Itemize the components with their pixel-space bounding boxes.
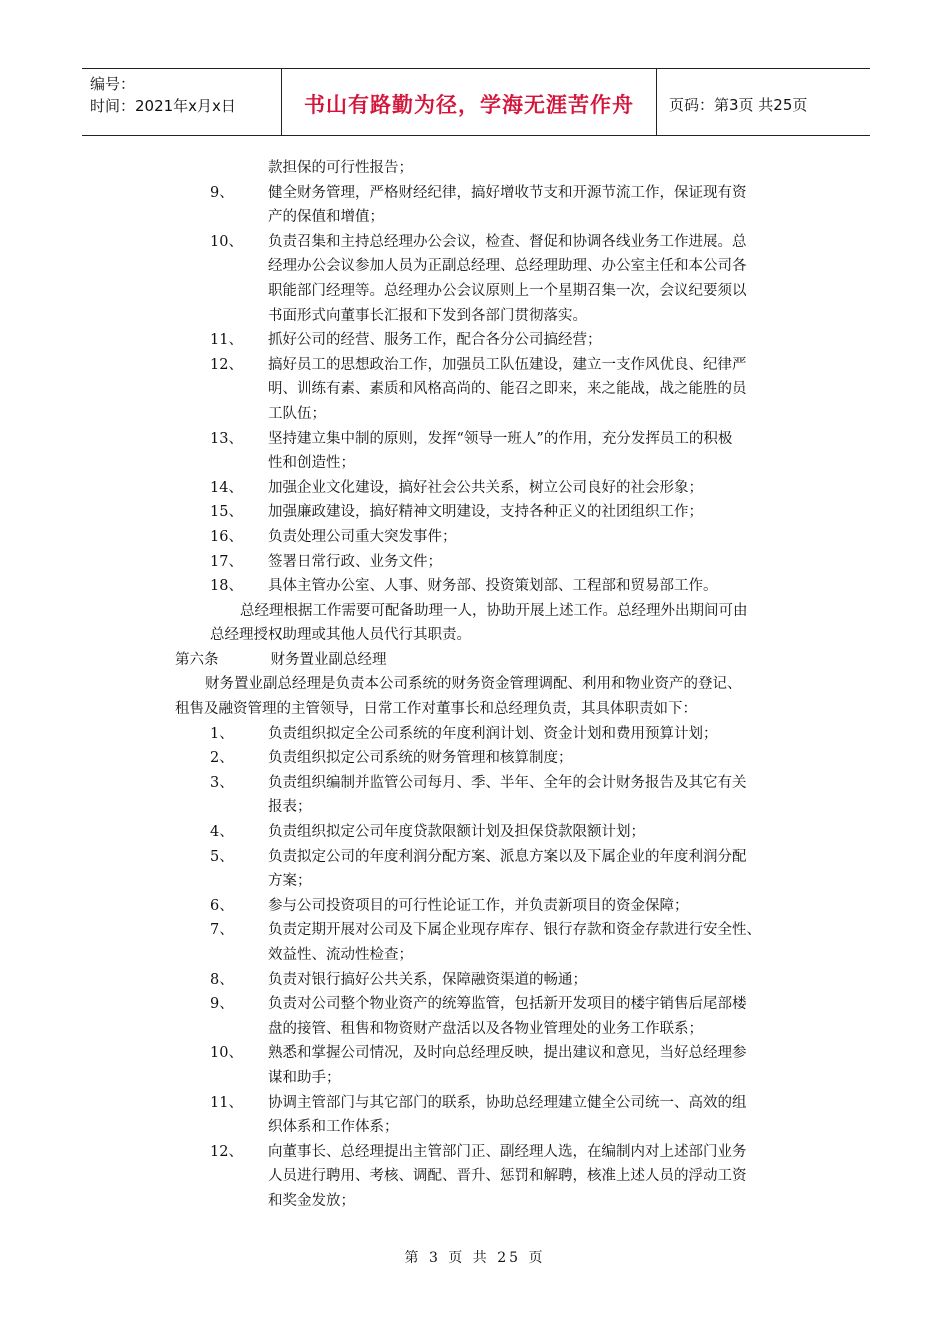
- list-item: [0, 771, 813, 820]
- text-line: 坚持建立集中制的原则，发挥“领导一班人”的作用，充分发挥员工的积极: [268, 430, 733, 447]
- text-line: 总经理授权助理或其他人员代行其职责。: [210, 627, 471, 644]
- item-number: 6、: [210, 897, 234, 914]
- text-line: 谋和助手；: [268, 1069, 341, 1086]
- text-line: 负责组织拟定公司年度贷款限额计划及担保贷款限额计划；: [268, 824, 645, 841]
- list-item: [0, 820, 813, 845]
- text-line: 职能部门经理等。总经理办公会议原则上一个星期召集一次，会议纪要须以: [268, 282, 747, 299]
- item-number: 13、: [210, 430, 243, 447]
- header-meta: [82, 69, 282, 135]
- text-line: 书面形式向董事长汇报和下发到各部门贯彻落实。: [268, 307, 587, 324]
- list-item: [0, 476, 813, 501]
- finance-duties-list: [0, 722, 950, 1214]
- list-item: [0, 1041, 813, 1090]
- article-title: 财务置业副总经理: [270, 651, 387, 668]
- text-line: 盘的接管、租售和物资财产盘活以及各物业管理处的业务工作联系；: [268, 1020, 703, 1037]
- article-heading: [0, 648, 950, 673]
- text-line: 性和创造性；: [268, 455, 355, 472]
- text-line: 负责处理公司重大突发事件；: [268, 528, 457, 545]
- text-line: 向董事长、总经理提出主管部门正、副经理人选，在编制内对上述部门业务: [268, 1143, 747, 1160]
- item-number: 7、: [210, 922, 234, 939]
- item-number: 1、: [210, 725, 234, 742]
- list-item: [0, 1140, 813, 1214]
- doc-number-label: 编号：: [90, 75, 136, 93]
- page-footer: 第 3 页 共 25 页: [404, 1250, 546, 1266]
- text-line: 负责组织拟定全公司系统的年度利润计划、资金计划和费用预算计划；: [268, 725, 718, 742]
- item-number: 5、: [210, 848, 234, 865]
- text-line: 具体主管办公室、人事、财务部、投资策划部、工程部和贸易部工作。: [268, 578, 718, 595]
- list-item: [0, 525, 813, 550]
- article-label: 第六条: [175, 651, 219, 668]
- text-line: 健全财务管理，严格财经纪律，搞好增收节支和开源节流工作，保证现有资: [268, 184, 747, 201]
- text-line: 效益性、流动性检查；: [268, 947, 413, 963]
- list-item: [0, 328, 813, 353]
- text-line: 负责组织拟定公司系统的财务管理和核算制度；: [268, 750, 573, 767]
- text-line: 抓好公司的经营、服务工作，配合各分公司搞经营；: [268, 332, 602, 349]
- continuation-text: [0, 156, 813, 181]
- text-line: 负责对公司整个物业资产的统筹监管，包括新开发项目的楼宇销售后尾部楼: [268, 996, 747, 1013]
- text-line: 加强企业文化建设，搞好社会公共关系，树立公司良好的社会形象；: [268, 479, 703, 496]
- page-header: [82, 68, 870, 136]
- list-item: [0, 181, 813, 230]
- item-number: 15、: [210, 504, 243, 521]
- text-line: 人员进行聘用、考核、调配、晋升、惩罚和解聘，核准上述人员的浮动工资: [268, 1168, 747, 1185]
- text-line: 签署日常行政、业务文件；: [268, 553, 442, 570]
- item-number: 12、: [210, 356, 243, 373]
- text-line: 负责对银行搞好公共关系，保障融资渠道的畅通；: [268, 971, 587, 988]
- text-line: 加强廉政建设，搞好精神文明建设，支持各种正义的社团组织工作；: [268, 504, 703, 521]
- list-item: [0, 746, 813, 771]
- text-line: 租售及融资管理的主管领导，日常工作对董事长和总经理负责，其具体职责如下：: [175, 701, 697, 718]
- item-number: 9、: [210, 996, 234, 1013]
- list-item: [0, 574, 813, 599]
- text-line: 方案；: [268, 873, 312, 890]
- text-line: 财务置业副总经理是负责本公司系统的财务资金管理调配、利用和物业资产的登记、: [205, 676, 742, 693]
- date-label: 时间：2021年x月x日: [90, 97, 236, 115]
- header-page-info: 页码：第3页 共25页: [669, 95, 808, 114]
- text-line: 总经理根据工作需要可配备助理一人，协助开展上述工作。总经理外出期间可由: [240, 602, 748, 619]
- text-line: 报表；: [268, 799, 312, 816]
- text-line: 工队伍；: [268, 405, 326, 422]
- text-line: 熟悉和掌握公司情况，及时向总经理反映，提出建议和意见，当好总经理参: [268, 1045, 747, 1062]
- text-line: 负责组织编制并监管公司每月、季、半年、全年的会计财务报告及其它有关: [268, 774, 747, 791]
- item-number: 14、: [210, 479, 243, 496]
- list-item: [0, 894, 813, 919]
- item-number: 16、: [210, 528, 243, 545]
- item-number: 18、: [210, 578, 243, 595]
- text-line: 款担保的可行性报告；: [268, 160, 413, 176]
- item-number: 12、: [210, 1143, 243, 1160]
- item-number: 2、: [210, 750, 234, 767]
- list-item: [0, 500, 813, 525]
- document-body: [0, 156, 950, 1214]
- list-item: [0, 353, 813, 427]
- list-item: [0, 1091, 813, 1140]
- list-item: [0, 918, 813, 967]
- list-item: [0, 230, 813, 328]
- item-number: 11、: [210, 1094, 243, 1111]
- list-item: [0, 722, 813, 747]
- text-line: 产的保值和增值；: [268, 209, 384, 226]
- header-motto: 书山有路勤为径，学海无涯苦作舟: [282, 69, 657, 135]
- text-line: 负责召集和主持总经理办公会议，检查、督促和协调各线业务工作进展。总: [268, 233, 747, 250]
- item-number: 17、: [210, 553, 243, 570]
- item-number: 10、: [210, 1045, 243, 1062]
- text-line: 经理办公会议参加人员为正副总经理、总经理助理、办公室主任和本公司各: [268, 258, 747, 275]
- list-item: [0, 845, 813, 894]
- gm-duties-list: [0, 181, 950, 599]
- item-number: 3、: [210, 774, 234, 791]
- list-item: [0, 968, 813, 993]
- text-line: 和奖金发放；: [268, 1192, 355, 1209]
- item-number: 10、: [210, 233, 243, 250]
- text-line: 明、训练有素、素质和风格高尚的、能召之即来，来之能战，战之能胜的员: [268, 381, 747, 398]
- list-item: [0, 992, 813, 1041]
- item-number: 8、: [210, 971, 234, 988]
- item-number: 4、: [210, 824, 234, 841]
- text-line: 参与公司投资项目的可行性论证工作，并负责新项目的资金保障；: [268, 897, 689, 914]
- article-intro: [0, 672, 815, 721]
- text-line: 协调主管部门与其它部门的联系，协助总经理建立健全公司统一、高效的组: [268, 1094, 747, 1111]
- item-number: 11、: [210, 332, 243, 349]
- list-item: [0, 550, 813, 575]
- text-line: 负责拟定公司的年度利润分配方案、派息方案以及下属企业的年度利润分配: [268, 848, 747, 865]
- item-number: 9、: [210, 184, 234, 201]
- text-line: 织体系和工作体系；: [268, 1119, 399, 1136]
- text-line: 负责定期开展对公司及下属企业现存库存、银行存款和资金存款进行安全性、: [268, 922, 761, 939]
- text-line: 搞好员工的思想政治工作，加强员工队伍建设，建立一支作风优良、纪律严: [268, 356, 747, 373]
- assistant-paragraph: [0, 599, 810, 648]
- list-item: [0, 427, 813, 476]
